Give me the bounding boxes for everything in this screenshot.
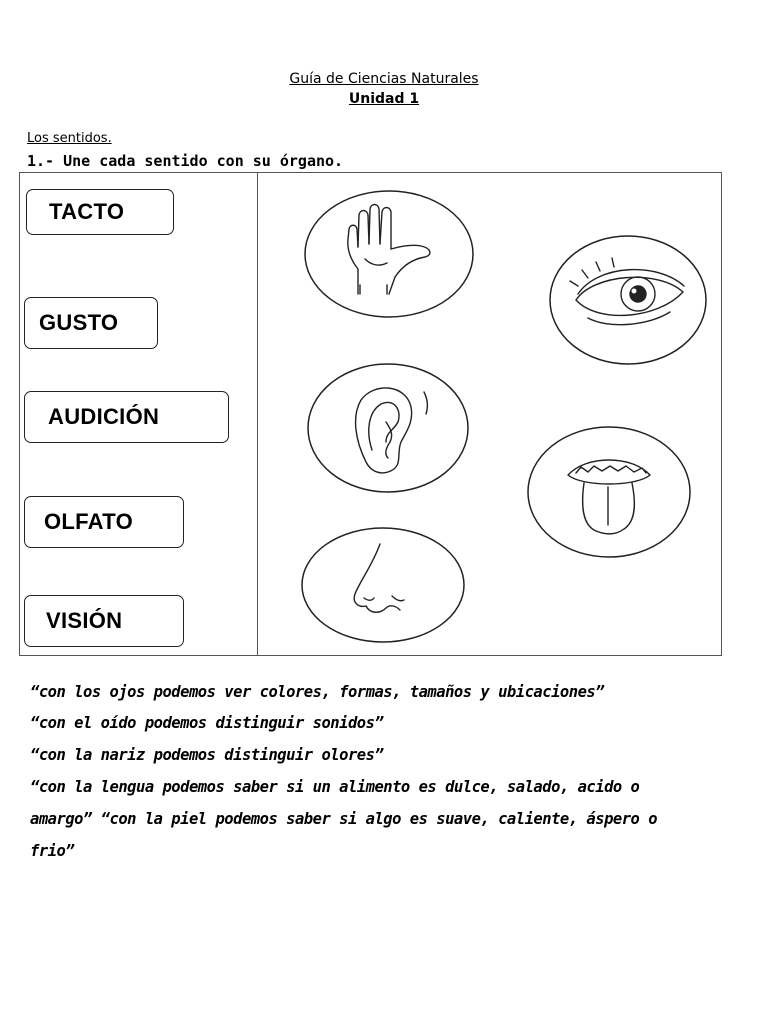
eye-icon[interactable] — [548, 234, 708, 367]
sense-box-audicion[interactable] — [24, 391, 229, 443]
sense-box-tacto[interactable] — [26, 189, 174, 235]
exercise-instruction: 1.- Une cada sentido con su órgano. — [27, 152, 344, 170]
sense-box-gusto[interactable] — [24, 297, 158, 349]
phrase-line: “con los ojos podemos ver colores, formas, tamaños y ubicaciones” — [30, 683, 605, 701]
sense-label: OLFATO — [44, 509, 133, 534]
phrase-line: “con la lengua podemos saber si un alimento es dulce, salado, acido o — [30, 778, 640, 796]
section-subtitle: Los sentidos. — [27, 131, 112, 146]
phrase-line: frio” — [30, 842, 75, 860]
worksheet-title: Guía de Ciencias Naturales — [289, 71, 479, 87]
phrase-line: “con la nariz podemos distinguir olores” — [30, 746, 384, 764]
ear-icon[interactable] — [306, 362, 470, 494]
sense-label: VISIÓN — [46, 608, 123, 633]
nose-icon[interactable] — [300, 526, 466, 644]
sense-label: GUSTO — [39, 310, 119, 335]
hand-icon[interactable] — [303, 189, 475, 319]
sense-label: TACTO — [49, 199, 125, 224]
phrase-line: amargo” “con la piel podemos saber si algo es suave, caliente, áspero o — [30, 810, 658, 828]
table-divider — [257, 172, 258, 656]
phrase-line: “con el oído podemos distinguir sonidos” — [30, 714, 384, 732]
sense-box-vision[interactable] — [24, 595, 184, 647]
sense-label: AUDICIÓN — [48, 404, 160, 429]
sense-box-olfato[interactable] — [24, 496, 184, 548]
mouth-tongue-icon[interactable] — [526, 425, 692, 560]
unit-label: Unidad 1 — [348, 91, 420, 107]
